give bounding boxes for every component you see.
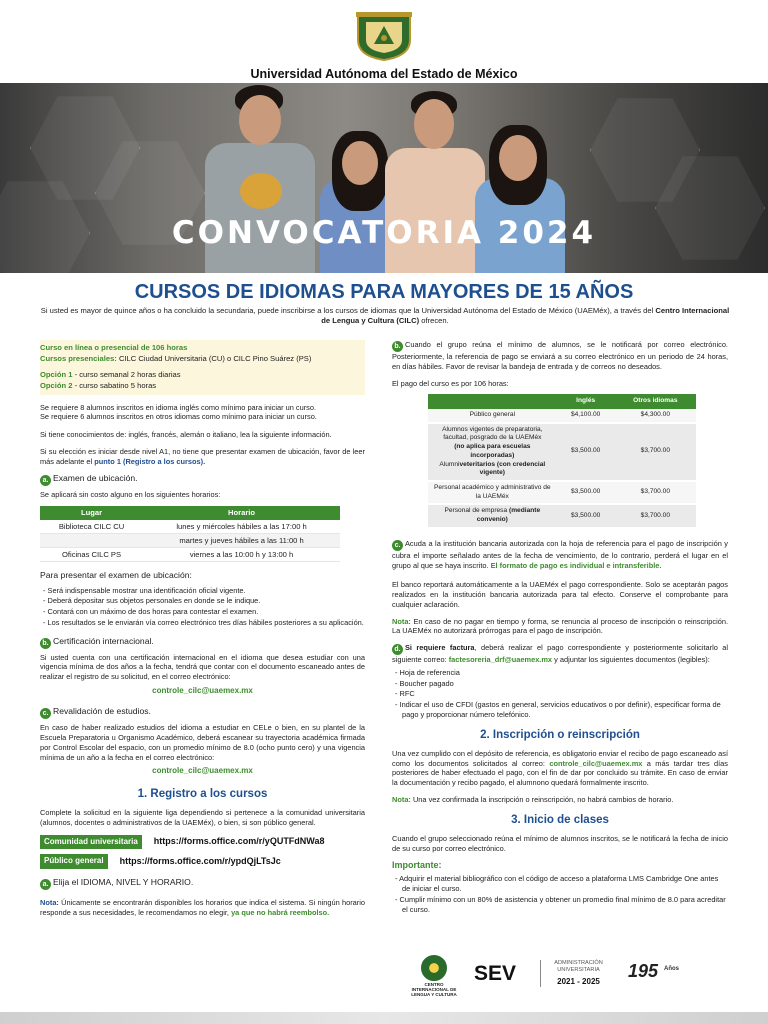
important-heading: Importante: — [392, 860, 442, 871]
registro-text: Complete la solicitud en la siguiente liga dependiendo si pertenece a la comunidad universitaria (alumnos, docentes o administrativos de la UAEMéx), o bien, si son público general. — [40, 808, 365, 827]
invoice-email-link[interactable]: factesoreria_drf@uaemex.mx — [448, 655, 553, 665]
intro-text: Si usted es mayor de quince años o ha concluido la secundaria, puede inscribirse a los cursos de idiomas que la Universidad Autónoma del Estado de México (UAEMéx), a través del Centro Internacional de Lengua y Cultura (CILC) ofrecen. — [40, 306, 730, 326]
inscripcion-title: 2. Inscripción o reinscripción — [480, 728, 640, 741]
table-header: Horario — [143, 506, 340, 520]
footer-strip — [0, 1012, 768, 1024]
form-link-publico[interactable]: https://forms.office.com/r/ypdQjLTsJc — [119, 855, 281, 866]
cert-text: Si usted cuenta con una certificación internacional en el idioma que desea estudiar con una vigencia mínima de dos años a la fecha, tendrá que contar con el documento escaneado antes de realizar el registro de su solicitud, en el correo electrónico: — [40, 652, 365, 682]
cilc-logo-icon — [421, 955, 447, 981]
list-item: - Indicar el uso de CFDI (gastos en general, servicios educativos o por definir), especificar forma de pago y proporcionar número telefónico. — [395, 700, 721, 719]
exam-rules-list — [42, 586, 365, 628]
presencial-line: Cursos presenciales: CILC Ciudad Universitaria (CU) o CILC Pino Suárez (PS) — [40, 353, 312, 363]
bank-text: El banco reportará automáticamente a la UAEMéx el pago correspondiente. Solo se aceptarán pagos realizados en la institución bancaria autorizada para tal efecto. Conserve el comprobante para cualquier aclaración. — [392, 580, 728, 609]
list-item: - Adquirir el material bibliográfico con el código de acceso a plataforma LMS Cambridge One antes de iniciar el curso. — [395, 874, 719, 894]
course-options-box — [40, 340, 365, 395]
left-column — [40, 340, 365, 924]
inicio-text: Cuando el grupo seleccionado reúna el mínimo de alumnos inscritos, se le notificará la fecha de inicio de su curso por correo electrónico. — [392, 833, 728, 853]
link-tag-publico: Público general — [40, 854, 108, 869]
requirement-text: Se requiere 8 alumnos inscritos en idioma inglés como mínimo para iniciar un curso. Se requiere 6 alumnos inscritos en otros idiomas como mínimo para iniciar un curso. — [40, 402, 317, 422]
cilc-logo: CENTRO INTERNACIONAL DE LENGUA Y CULTURA — [408, 955, 460, 998]
cert-heading: b. Certificación internacional. — [40, 636, 365, 649]
link-tag-comunidad: Comunidad universitaria — [40, 835, 142, 850]
inscripcion-email-link[interactable]: controle_cilc@uaemex.mx — [549, 758, 643, 768]
page-title: CURSOS DE IDIOMAS PARA MAYORES DE 15 AÑOS — [134, 281, 634, 303]
admin-logo: ADMINISTRACIÓN UNIVERSITARIA 2021 - 2025 — [540, 960, 610, 987]
link-row-comunidad — [40, 835, 365, 850]
list-item: - Cumplir mínimo con un 80% de asistencia y obtener un promedio final mínimo de 8.0 para acreditar el curso. — [395, 894, 726, 914]
step-c-text: c. Acuda a la institución bancaria autorizada con la hoja de referencia para el pago de inscripción y cubra el importe señalado antes de la fecha de vencimiento, de lo contrario, perderá el lugar en el grupo al que se haya inscrito. El formato de pago es individual e intransferible. — [392, 538, 728, 570]
list-item: - Boucher pagado — [395, 678, 454, 688]
university-name: Universidad Autónoma del Estado de México — [250, 67, 518, 81]
convocatoria-title: CONVOCATORIA 2024 — [171, 215, 597, 251]
table-row: Público general $4,100.00 $4,300.00 — [428, 409, 696, 423]
table-row: Personal académico y administrativo de la UAEMéx $3,500.00 $3,700.00 — [428, 481, 696, 504]
reval-text: En caso de haber realizado estudios del idioma a estudiar en CELe o bien, en su plantel de la Escuela Preparatoria u Organismo Académico, deberá escanear su trayectoria académica firmada por Control Escolar del espacio, con un promedio mínimo de 8.0 (ocho punto cero) y una vigencia mínima de un año a la fecha en el correo electrónico: — [40, 723, 365, 762]
exam-present-heading: Para presentar el examen de ubicación: — [40, 570, 192, 581]
list-item: - RFC — [395, 689, 415, 699]
step-d-text: d. Si requiere factura, deberá realizar el pago correspondiente y posteriormente solicitarlo al siguiente correo: factesoreria_drf@uaemex.mx y adjuntar los siguientes documentos (legibles): — [392, 643, 728, 665]
knowledge-text: Si tiene conocimientos de: inglés, francés, alemán o italiano, lea la siguiente información. — [40, 430, 332, 440]
option-1: Opción 1 - curso semanal 2 horas diarias — [40, 370, 181, 380]
table-row: Biblioteca CILC CU lunes y miércoles hábiles a las 17:00 h — [40, 520, 340, 534]
list-item: - Deberá depositar sus objetos personales en donde se le indique. — [43, 596, 261, 606]
reval-heading: c. Revalidación de estudios. — [40, 706, 365, 719]
table-row: martes y jueves hábiles a las 11:00 h — [40, 534, 340, 548]
pay-label: El pago del curso es por 106 horas: — [392, 378, 509, 388]
list-item: - Los resultados se le enviarán vía correo electrónico tres días hábiles posteriores a su aplicación. — [43, 617, 364, 627]
option-2: Opción 2 - curso sabatino 5 horas — [40, 380, 157, 390]
list-item: - Hoja de referencia — [395, 667, 460, 677]
step-choose: a. Elija el IDIOMA, NIVEL Y HORARIO. — [40, 877, 365, 890]
registro-note: Nota: Únicamente se encontrarán disponibles los horarios que indica el sistema. Si ningún horario responde a sus necesidades, le recomendamos no elegir, ya que no habrá reembolso. — [40, 897, 365, 917]
inicio-title: 3. Inicio de clases — [511, 813, 609, 826]
list-item: - Contará con un máximo de dos horas para contestar el examen. — [43, 607, 259, 617]
right-column — [392, 340, 728, 922]
anniversary-logo: 195 — [628, 961, 659, 981]
table-header: Inglés — [557, 394, 615, 409]
inscripcion-text: Una vez cumplido con el depósito de referencia, es obligatorio enviar el recibo de pago escaneado así como los documentos solicitados al correo: controle_cilc@uaemex.mx a más tardar tres días posteriores de haber efectuado el pago, con el fin de dar por concluido su trámite. En caso de enviar la documentación y recibo pagado, el alumnono quedará formalmente inscrito. — [392, 748, 728, 788]
invoice-docs-list — [394, 668, 728, 720]
step-b-text: b. Cuando el grupo reúna el mínimo de alumnos, se le notificará por correo electrónico. Posteriormente, la referencia de pago se enviará a su correo electrónico en un periodo de 24 horas, en días hábiles. Favor de revisar la bandeja de entrada y de correos no deseados. — [392, 340, 728, 371]
table-row: Alumnos vigentes de preparatoria, facultad, posgrado de la UAEMéx (no aplica para escuelas incorporadas) Alumniveteritarios (con credencial vigente) $3,500.00 $3,700.00 — [428, 423, 696, 481]
a1-text: Si su elección es iniciar desde nivel A1, no tiene que presentar examen de ubicación, favor de leer más adelante el punto 1 (Registro a los cursos). — [40, 446, 365, 466]
link-row-publico — [40, 854, 365, 869]
table-row: Personal de empresa (mediante convenio) $3,500.00 $3,700.00 — [428, 504, 696, 527]
price-table — [428, 394, 696, 528]
header — [0, 0, 768, 84]
exam-heading: a. Examen de ubicación. — [40, 473, 365, 486]
payment-note: Nota: En caso de no pagar en tiempo y forma, se renuncia al proceso de inscripción o reinscripción. La UAEMéx no autorizará prórrogas para el pago de inscripción. — [392, 616, 728, 636]
table-header: Otros idiomas — [615, 394, 696, 409]
exam-schedule-table — [40, 506, 340, 562]
table-row: Oficinas CILC PS viernes a las 10:00 h y 13:00 h — [40, 548, 340, 562]
table-header: Lugar — [40, 506, 143, 520]
inscripcion-note: Nota: Una vez confirmada la inscripción o reinscripción, no habrá cambios de horario. — [392, 794, 674, 804]
reval-email-link[interactable]: controle_cilc@uaemex.mx — [152, 766, 253, 776]
important-list — [394, 874, 728, 914]
table-header — [428, 394, 557, 409]
online-label: Curso en línea o presencial de 106 horas — [40, 343, 188, 352]
university-crest-icon — [352, 10, 416, 62]
anniversary-label: Años — [664, 966, 679, 972]
form-link-comunidad[interactable]: https://forms.office.com/r/yQUTFdNWa8 — [153, 836, 325, 847]
sev-logo: SEV — [474, 962, 517, 985]
exam-cost-text: Se aplicará sin costo alguno en los siguientes horarios: — [40, 490, 221, 500]
cert-email-link[interactable]: controle_cilc@uaemex.mx — [152, 685, 253, 695]
registro-title: 1. Registro a los cursos — [137, 788, 268, 801]
list-item: - Será indispensable mostrar una identificación oficial vigente. — [43, 585, 246, 595]
